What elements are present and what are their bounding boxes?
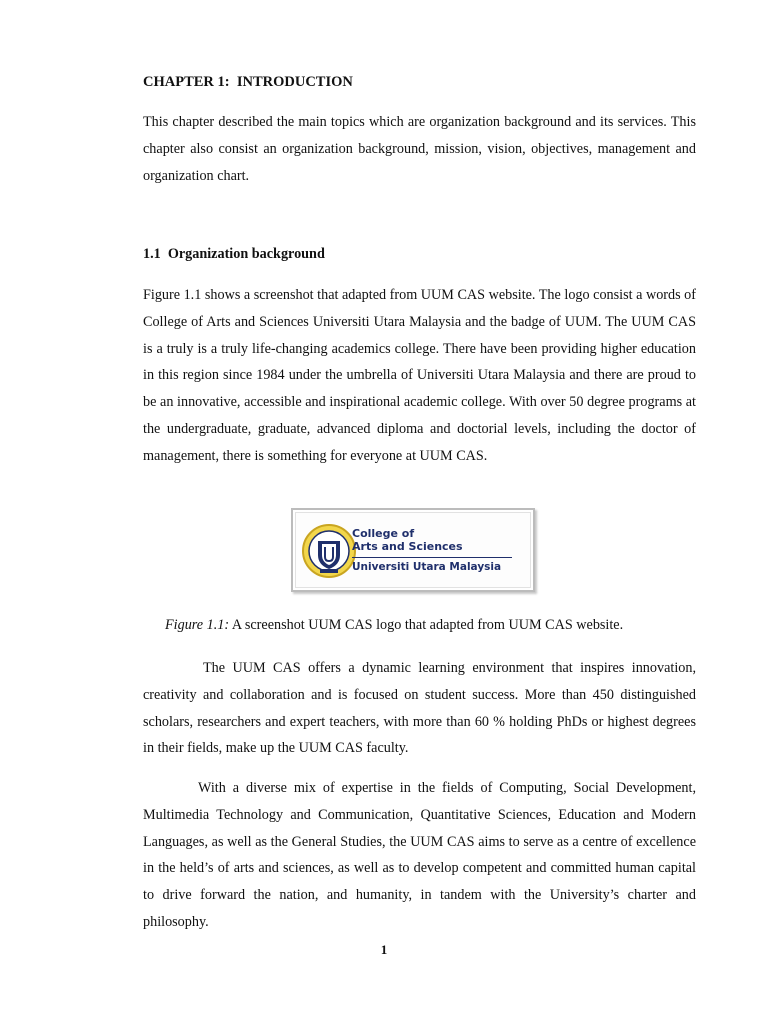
logo-line-arts-sciences: Arts and Sciences (352, 540, 463, 553)
page-number: 1 (380, 942, 388, 957)
figure-logo-inner (295, 512, 531, 588)
figure-logo-frame (291, 508, 535, 592)
chapter-title: CHAPTER 1: INTRODUCTION (143, 74, 353, 90)
logo-wordmark (352, 527, 512, 574)
logo-divider (352, 557, 512, 558)
body-paragraph-3: With a diverse mix of expertise in the fields of Computing, Social Development, Multimedia Technology and Communication, Quantitative Sciences, Education and Modern Languages, as well as the General Studies, the UUM CAS aims to serve as a centre of excellence in the held’s of arts and sciences, as well as to develop competent and committed human capital to drive forward the nation, and humanity, in tandem with the University’s charter and philosophy. (143, 780, 696, 930)
figure-caption-text: A screenshot UUM CAS logo that adapted from UUM CAS website. (229, 617, 624, 633)
uum-badge-icon (300, 519, 358, 583)
figure-caption-label: Figure 1.1: (165, 617, 230, 633)
logo-line-college-of: College of (352, 527, 415, 540)
organization-background-paragraph: Figure 1.1 shows a screenshot that adapted from UUM CAS website. The logo consist a words of College of Arts and Sciences Universiti Utara Malaysia and the badge of UUM. The UUM CAS is a truly is a truly life-changing academics college. There have been providing higher education in this region since 1984 under the umbrella of Universiti Utara Malaysia and there are proud to be an innovative, accessible and inspirational academic college. With over 50 degree programs at the undergraduate, graduate, advanced diploma and doctorial levels, including the doctor of management, there is something for everyone at UUM CAS. (143, 287, 696, 464)
chapter-intro-paragraph: This chapter described the main topics which are organization background and its services. This chapter also consist an organization background, mission, vision, objectives, management and organization chart. (143, 114, 696, 184)
figure-caption (165, 617, 623, 634)
logo-line-university: Universiti Utara Malaysia (352, 561, 502, 573)
body-paragraph-2: The UUM CAS offers a dynamic learning environment that inspires innovation, creativity and collaboration and is focused on student success. More than 450 distinguished scholars, researchers and expert teachers, with more than 60 % holding PhDs or highest degrees in their fields, make up the UUM CAS faculty. (143, 660, 696, 757)
section-heading: 1.1 Organization background (143, 246, 325, 262)
